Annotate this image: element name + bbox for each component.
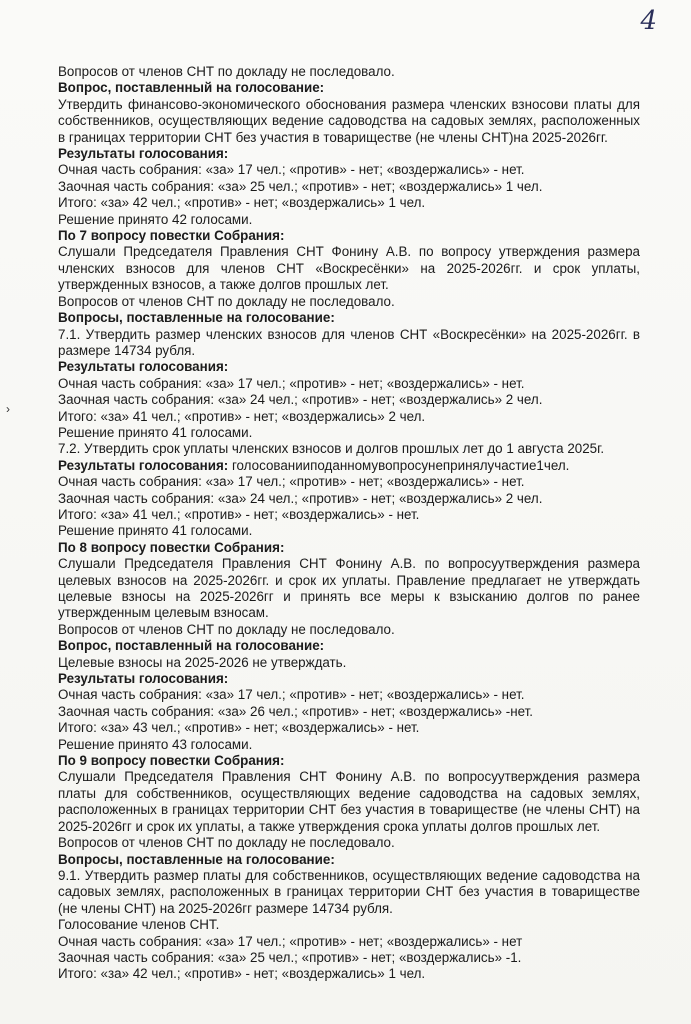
paragraph: 9.1. Утвердить размер платы для собственников, осуществляющих ведение садоводства на садовых землях, расположенных в границах территории СНТ без участия в товариществе (не члены СНТ) на 2025-2026гг размере 14734 рубля. [58,867,640,916]
paragraph: 7.2. Утвердить срок уплаты членских взносов и долгов прошлых лет до 1 августа 2025г. [58,441,605,457]
paragraph: Вопросов от членов СНТ по докладу не последовало. [58,293,395,309]
section-heading: По 8 вопросу повестки Собрания: [58,539,285,555]
paragraph: Очная часть собрания: «за» 17 чел.; «против» - нет; «воздержались» - нет. [58,375,525,391]
paragraph: Итого: «за» 42 чел.; «против» - нет; «воздержались» 1 чел. [58,966,426,982]
paragraph: Очная часть собрания: «за» 17 чел.; «против» - нет; «воздержались» - нет [58,933,523,949]
paragraph: Утвердить финансово-экономического обоснования размера членских взносови платы для собственников, осуществляющих ведение садоводства на садовых землях, расположенных в границах территории СНТ без участия в товариществе (не члены СНТ)на 2025-2026гг. [58,96,640,145]
paragraph: Слушали Председателя Правления СНТ Фонину А.В. по вопросу утверждения размера членских взносов для членов СНТ «Воскресёнки» на 2025-2026гг. и срок уплаты, утвержденных взносов, а также долгов прошлых лет. [58,244,640,293]
section-heading: Результаты голосования: [58,671,229,687]
paragraph: Очная часть собрания: «за» 17 чел.; «против» - нет; «воздержались» - нет. [58,162,525,178]
paragraph: Решение принято 43 голосами. [58,736,253,752]
paragraph: Вопросов от членов СНТ по докладу не последовало. [58,621,395,637]
paragraph: Решение принято 41 голосами. [58,523,253,539]
section-heading: Результаты голосования: [58,146,229,162]
section-heading: Вопросы, поставленные на голосование: [58,851,335,867]
paragraph: Заочная часть собрания: «за» 25 чел.; «против» - нет; «воздержались» -1. [58,949,522,965]
section-heading: По 9 вопросу повестки Собрания: [58,753,285,769]
paragraph: Вопросов от членов СНТ по докладу не последовало. [58,835,395,851]
paragraph: Вопросов от членов СНТ по докладу не последовало. [58,64,395,79]
paragraph: Итого: «за» 43 чел.; «против» - нет; «воздержались» - нет. [58,720,420,736]
paragraph: Заочная часть собрания: «за» 25 чел.; «против» - нет; «воздержались» 1 чел. [58,178,543,194]
paragraph: Итого: «за» 41 чел.; «против» - нет; «воздержались» 2 чел. [58,408,426,424]
paragraph: Решение принято 41 голосами. [58,424,253,440]
section-heading: Вопрос, поставленный на голосование: [58,638,325,654]
page-number: 4 [640,6,657,36]
paragraph: Итого: «за» 41 чел.; «против» - нет; «воздержались» - нет. [58,506,420,522]
section-heading: По 7 вопросу повестки Собрания: [58,228,285,244]
paragraph: 7.1. Утвердить размер членских взносов для членов СНТ «Воскресёнки» на 2025-2026гг. в размере 14734 рубля. [58,326,640,358]
document-body [58,64,640,983]
paragraph: Заочная часть собрания: «за» 24 чел.; «против» - нет; «воздержались» 2 чел. [58,490,543,506]
paragraph: Голосование членов СНТ. [58,917,220,933]
paragraph: Целевые взносы на 2025-2026 не утверждать. [58,654,347,670]
section-heading: Результаты голосования: [58,359,229,375]
paragraph: Очная часть собрания: «за» 17 чел.; «против» - нет; «воздержались» - нет. [58,474,525,490]
paragraph: Решение принято 42 голосами. [58,211,253,227]
paragraph: Заочная часть собрания: «за» 26 чел.; «против» - нет; «воздержались» -нет. [58,703,533,719]
paragraph: Заочная часть собрания: «за» 24 чел.; «против» - нет; «воздержались» 2 чел. [58,392,543,408]
section-heading: Результаты голосования: голосованииподанномувопросунепринялучастие1чел. [58,457,570,473]
margin-mark: › [6,402,10,416]
paragraph: Очная часть собрания: «за» 17 чел.; «против» - нет; «воздержались» - нет. [58,687,525,703]
paragraph: Слушали Председателя Правления СНТ Фонину А.В. по вопросуутверждения размера платы для собственников, осуществляющих ведение садоводства на садовых землях, расположенных в границах территории СНТ без участия в товариществе (не члены СНТ) на 2025-2026гг и срок их уплаты, а также утверждения срока уплаты долгов прошлых лет. [58,769,640,834]
section-heading: Вопросы, поставленные на голосование: [58,310,335,326]
paragraph: Итого: «за» 42 чел.; «против» - нет; «воздержались» 1 чел. [58,195,426,211]
paragraph: Слушали Председателя Правления СНТ Фонину А.В. по вопросуутверждения размера целевых взносов на 2025-2026гг. и срок их уплаты. Правление предлагает не утверждать целевые взносы на 2025-2026гг и принять все меры к взысканию долгов по ранее утвержденным целевым взносам. [58,556,640,621]
section-heading: Вопрос, поставленный на голосование: [58,80,325,96]
